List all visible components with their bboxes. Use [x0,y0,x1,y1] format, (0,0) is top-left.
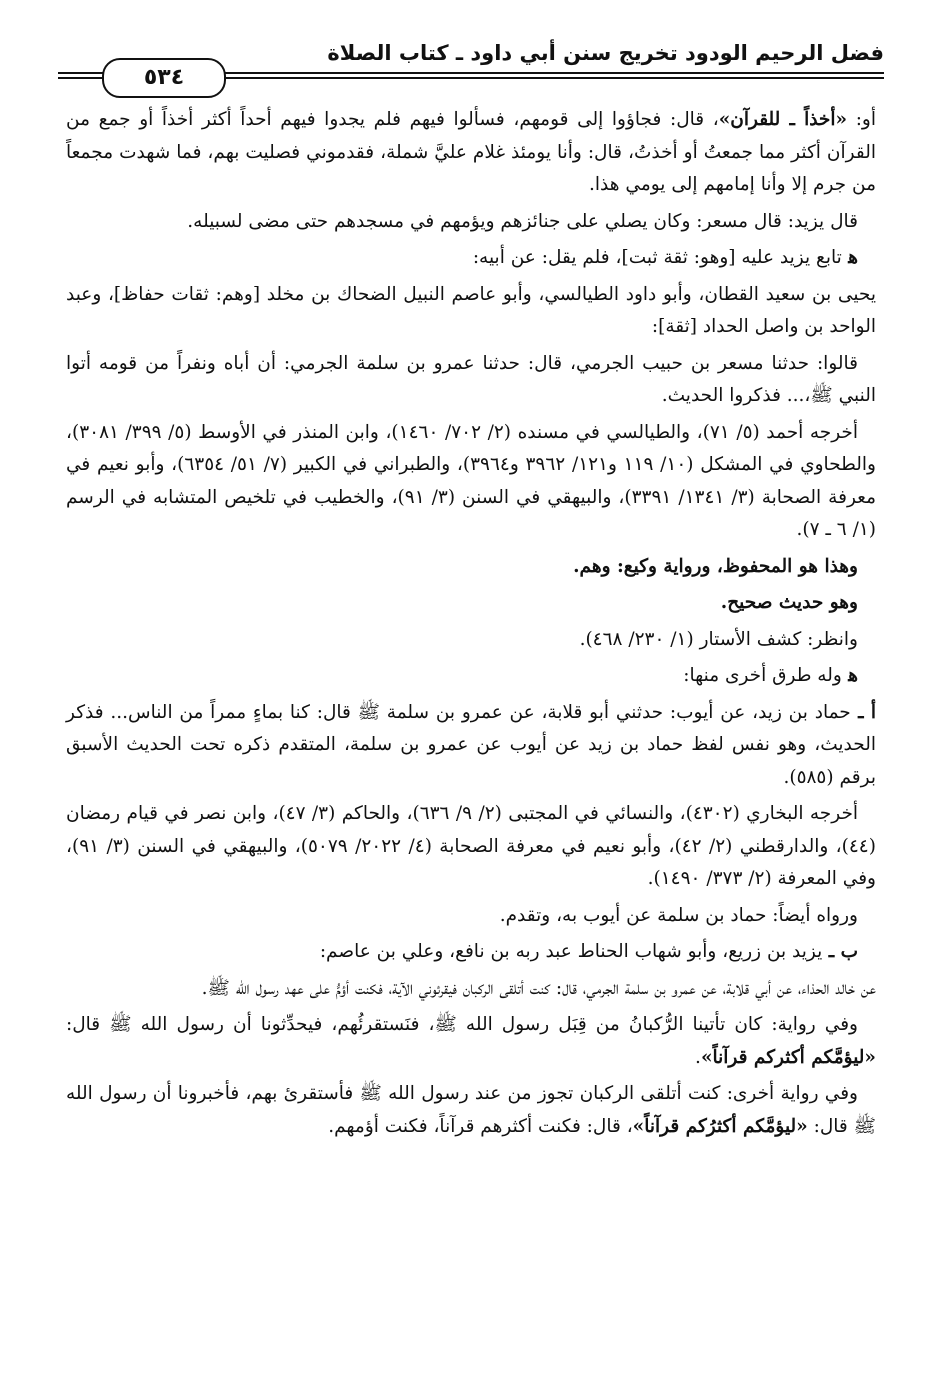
page-number: ٥٣٤ [102,58,226,98]
bold-text: ﻫ [841,665,858,686]
text-segment: قالوا: حدثنا مسعر بن حبيب الجرمي، قال: حدثنا عمرو بن سلمة الجرمي: أن أباه ونفراً من قومه أتوا النبي ﷺ،... فذكروا الحديث. [66,352,876,406]
paragraph [66,660,876,693]
text-segment: حماد بن زيد، عن أيوب: حدثني أبو قلابة، عن عمرو بن سلمة ﷺ قال: كنا بماءٍ ممراً من الناس... فذكر الحديث، وهو نفس لفظ حماد بن زيد عن أيوب عن عمرو بن سلمة، المتقدم ذكره تحت الحديث الأسبق برقم (٥٨٥). [66,701,876,788]
text-segment: تابع يزيد عليه [وهو: ثقة ثبت]، فلم يقل: عن أبيه: [472,247,842,268]
header-title: فضل الرحيم الودود تخريج سنن أبي داود ـ كتاب الصلاة [327,41,884,65]
text-segment: أخرجه البخاري (٤٣٠٢)، والنسائي في المجتبى (٢/ ٩/ ٦٣٦)، والحاكم (٣/ ٤٧)، وابن نصر في قيام رمضان (٤٤)، والدارقطني (٢/ ٤٢)، وأبو نعيم في معرفة الصحابة (٤/ ٢٠٢٢/ ٥٠٧٩)، والبيهقي في السنن (٣/ ٩١)، وفي المعرفة (٢/ ٣٧٣/ ١٤٩٠). [66,803,876,889]
paragraph [66,279,876,344]
page-body [66,104,876,1147]
bold-text: وهو حديث صحيح. [720,592,858,613]
paragraph [66,348,876,413]
text-segment: قال يزيد: قال مسعر: وكان يصلي على جنائزهم ويؤمهم في مسجدهم حتى مضى لسبيله. [187,210,858,232]
text-segment: يحيى بن سعيد القطان، وأبو داود الطيالسي، وأبو عاصم النبيل الضحاك بن مخلد [وهم: ثقات حفاظ]، وعبد الواحد بن واصل الحداد [ثقة]: [66,283,876,337]
running-header [58,38,884,94]
paragraph [66,1009,876,1074]
paragraph [66,104,876,202]
paragraph [66,242,876,275]
bold-text: ﻫ [841,247,858,268]
text-segment: وفي رواية أخرى: كنت أتلقى الركبان تجوز من عند رسول الله ﷺ فأستقرئ بهم، فأخبرونا أن رسول الله ﷺ قال: [66,1083,876,1137]
paragraph [66,551,876,584]
paragraph [66,206,876,239]
bold-text: أ ـ [850,701,876,723]
text-segment: ، قال: فجاؤوا إلى قومهم، فسألوا فيهم فلم يجدوا فيهم أحداً أكثر أخذاً أو جمع من القرآن أكثر مما جمعتُ أو أخذتُ، قال: وأنا يومئذ غلام عليَّ شملة، فقدموني فصليت بهم، فما شهدت مجمعاً من جرم إلا وأنا إمامهم إلى يومي هذا. [66,109,876,195]
paragraph [66,1078,876,1143]
text-segment: أخرجه أحمد (٥/ ٧١)، والطيالسي في مسنده (٢/ ٧٠٢/ ١٤٦٠)، وابن المنذر في الأوسط (٥/ ٣٩٩/ ٣٠٨١)، والطحاوي في المشكل (١٠/ ١١٩ و١٢١/ ٣٩٦٢ و٣٩٦٤)، والطبراني في الكبير (٧/ ٥١/ ٦٣٥٤)، وأبو نعيم في معرفة الصحابة (٣/ ١٣٤١/ ٣٣٩١)، والبيهقي في السنن (٣/ ٩١)، والخطيب في تلخيص المتشابه في الرسم (١/ ٦ ـ ٧). [66,421,876,540]
bold-text: «ليؤمَّكم أكثرُكم قرآناً» [632,1115,808,1137]
text-segment: يزيد بن زريع، وأبو شهاب الحناط عبد ربه بن نافع، وعلي بن عاصم: [319,941,823,962]
bold-text: وهذا هو المحفوظ، ورواية وكيع: وهم. [573,555,858,577]
paragraph [66,798,876,896]
text-segment: وله طرق أخرى منها: [683,665,842,686]
text-segment: عن خالد الحذاء، عن أبي قلابة، عن عمرو بن سلمة الجرمي، قال: كنت أتلقى الركبان فيقرئوني الآية، فكنت أؤمُّ على عهد رسول الله ﷺ. [201,977,876,999]
bold-text: «أخذاً ـ للقرآن» [718,109,848,130]
text-segment: وفي رواية: كان تأتينا الرُّكبانُ من قِبَل رسول الله ﷺ، فنَستقرئُهم، فيحدِّثونا أن رسول الله ﷺ قال: [66,1014,858,1035]
paragraph [66,697,876,795]
bold-text: ب ـ [822,941,858,962]
paragraph [66,900,876,933]
paragraph [66,417,876,547]
paragraph [66,587,876,620]
text-segment: وانظر: كشف الأستار (١/ ٢٣٠/ ٤٦٨). [579,628,858,650]
text-segment: أو: [847,109,876,130]
bold-text: «ليؤمَّكم أكثركم قرآناً» [700,1046,876,1068]
paragraph [66,624,876,657]
text-segment: ، قال: فكنت أكثرهم قرآناً، فكنت أؤمهم. [328,1115,633,1137]
paragraph [66,936,876,969]
text-segment: ورواه أيضاً: حماد بن سلمة عن أيوب به، وتقدم. [499,904,858,926]
text-segment: . [695,1046,701,1068]
paragraph [66,973,876,1006]
